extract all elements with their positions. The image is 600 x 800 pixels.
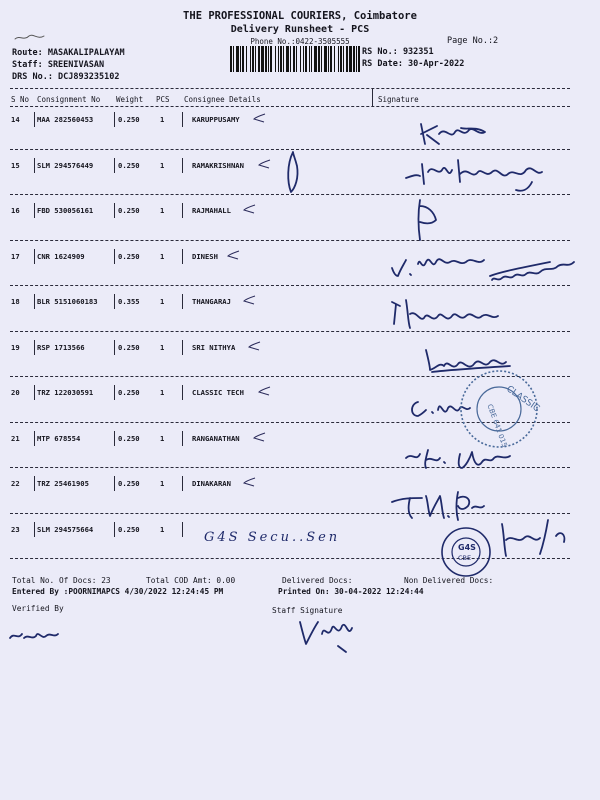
row-sno: 15 [11, 160, 20, 170]
row-consignee: THANGARAJ [192, 297, 231, 306]
phone-number: Phone No.:0422-3505555 [250, 37, 350, 46]
column-separator [34, 294, 35, 309]
signature-row-23 [496, 514, 576, 564]
row-pcs: 1 [160, 524, 165, 534]
column-separator [114, 385, 115, 400]
column-separator [182, 249, 183, 264]
tick-mark-icon [258, 159, 272, 169]
column-separator [114, 158, 115, 173]
row-weight: 0.250 [118, 251, 140, 261]
row-consignment-no: MAA 282560453 [37, 115, 94, 124]
page-number: Page No.:2 [447, 36, 499, 46]
column-separator [34, 385, 35, 400]
column-separator [34, 203, 35, 218]
row-sno: 21 [11, 433, 20, 443]
column-separator [34, 522, 35, 537]
row-consignee: SRI NITHYA [192, 342, 236, 352]
signature-row-22 [388, 486, 508, 526]
row-consignment-no: TRZ 25461905 [37, 479, 89, 488]
g4s-stamp [434, 522, 500, 580]
row-weight: 0.250 [118, 160, 140, 170]
col-consignment: Consignment No [37, 95, 101, 104]
tick-mark-icon [243, 204, 257, 214]
signature-row-15 [402, 150, 582, 196]
column-separator [34, 112, 35, 127]
row-consignee: RAMAKRISHNAN [192, 160, 244, 170]
column-separator [182, 385, 183, 400]
row-consignee: KARUPPUSAMY [192, 115, 240, 124]
row-sno: 18 [11, 297, 20, 306]
signature-column-divider [372, 88, 373, 106]
row-pcs: 1 [160, 479, 165, 488]
row-consignee: DINESH [192, 251, 218, 261]
signature-row-14 [415, 116, 495, 150]
row-sno: 20 [11, 388, 20, 397]
row-weight: 0.250 [118, 115, 140, 124]
column-separator [34, 158, 35, 173]
row-sno: 23 [11, 524, 20, 534]
tick-mark-icon [243, 477, 257, 487]
row-weight: 0.250 [118, 206, 140, 215]
header-scribble [12, 30, 52, 44]
column-separator [182, 203, 183, 218]
tick-mark-icon [253, 113, 267, 123]
row-pcs: 1 [160, 251, 165, 261]
row-pcs: 1 [160, 433, 165, 443]
row-pcs: 1 [160, 297, 165, 306]
row-weight: 0.250 [118, 433, 140, 443]
table-top-rule [10, 88, 570, 89]
entered-by: Entered By :POORNIMAPCS 4/30/2022 12:24:45 PM [12, 587, 224, 596]
row-consignment-no: BLR 5151060183 [37, 297, 98, 306]
column-separator [34, 340, 35, 355]
column-separator [114, 294, 115, 309]
signature-row-17 [380, 236, 580, 288]
signature-row-18 [386, 294, 516, 334]
svg-text:CBE 641 015: CBE 641 015 [485, 403, 509, 449]
delivered-docs: Delivered Docs: [282, 576, 353, 585]
verified-by: Verified By [12, 604, 64, 613]
tick-mark-icon [248, 341, 262, 351]
svg-text:CBE: CBE [458, 554, 472, 562]
printed-on: Printed On: 30-04-2022 12:24:44 [278, 587, 424, 596]
row-sno: 19 [11, 342, 20, 352]
row-weight: 0.250 [118, 524, 140, 534]
col-signature: Signature [378, 95, 419, 104]
row-consignment-no: RSP 1713566 [37, 342, 85, 352]
tick-mark-icon [258, 386, 272, 396]
column-separator [114, 340, 115, 355]
row-consignee: RAJMAHALL [192, 206, 231, 215]
column-separator [182, 294, 183, 309]
staff-signature-mark [294, 612, 364, 658]
row-consignment-no: SLM 294575664 [37, 524, 94, 534]
row-pcs: 1 [160, 206, 165, 215]
row-sno: 17 [11, 251, 20, 261]
row-pcs: 1 [160, 388, 165, 397]
row-sno: 22 [11, 479, 20, 488]
row-pcs: 1 [160, 160, 165, 170]
row-consignment-no: MTP 678554 [37, 433, 81, 443]
svg-text:CLASSIC: CLASSIC [504, 384, 542, 415]
company-title: THE PROFESSIONAL COURIERS, Coimbatore [183, 10, 417, 22]
drs-number: DRS No.: DCJ893235102 [12, 72, 120, 82]
tick-mark-icon [243, 295, 257, 305]
column-separator [182, 476, 183, 491]
row-consignment-no: FBD 530056161 [37, 206, 94, 215]
row-pcs: 1 [160, 342, 165, 352]
column-separator [114, 522, 115, 537]
column-separator [114, 249, 115, 264]
header-bottom-rule [10, 106, 570, 107]
non-delivered-docs: Non Delivered Docs: [404, 576, 494, 585]
row-consignee: DINAKARAN [192, 479, 231, 488]
handwritten-note-row-23: G4S Secu..Sen [204, 530, 341, 545]
column-separator [114, 112, 115, 127]
rs-date: RS Date: 30-Apr-2022 [362, 59, 465, 69]
svg-text:G4S: G4S [458, 543, 476, 552]
column-separator [114, 431, 115, 446]
col-sno: S No [11, 95, 30, 104]
tick-mark-icon [253, 432, 267, 442]
row-weight: 0.250 [118, 388, 140, 397]
route-label: Route: MASAKALIPALAYAM [12, 48, 125, 58]
row-weight: 0.250 [118, 342, 140, 352]
column-separator [182, 158, 183, 173]
row-sno: 14 [11, 115, 20, 124]
column-separator [34, 431, 35, 446]
column-separator [182, 112, 183, 127]
column-separator [34, 476, 35, 491]
row-weight: 0.355 [118, 297, 140, 306]
total-docs: Total No. Of Docs: 23 [12, 576, 111, 585]
column-separator [182, 340, 183, 355]
tick-mark-icon [227, 250, 241, 260]
row-consignee: RANGANATHAN [192, 433, 240, 443]
row-consignment-no: TRZ 122030591 [37, 388, 94, 397]
staff-label: Staff: SREENIVASAN [12, 60, 105, 70]
column-separator [114, 476, 115, 491]
row-weight: 0.250 [118, 479, 140, 488]
row-consignment-no: SLM 294576449 [37, 160, 94, 170]
column-separator [182, 522, 183, 537]
column-separator [34, 249, 35, 264]
total-cod: Total COD Amt: 0.00 [146, 576, 236, 585]
row-pcs: 1 [160, 115, 165, 124]
row-consignee: CLASSIC TECH [192, 388, 244, 397]
col-consignee: Consignee Details [184, 95, 261, 104]
classic-tech-stamp [454, 364, 544, 454]
column-separator [182, 431, 183, 446]
row-consignment-no: CNR 1624909 [37, 251, 85, 261]
rs-number: RS No.: 932351 [362, 47, 434, 57]
barcode [230, 46, 362, 72]
signature-row-15-left [283, 148, 305, 198]
staff-signature-label: Staff Signature [272, 606, 343, 615]
row-sno: 16 [11, 206, 20, 215]
runsheet-title: Delivery Runsheet - PCS [230, 24, 370, 35]
col-pcs: PCS [156, 95, 170, 104]
column-separator [114, 203, 115, 218]
verified-by-signature [4, 624, 64, 648]
col-weight: Weight [116, 95, 144, 104]
